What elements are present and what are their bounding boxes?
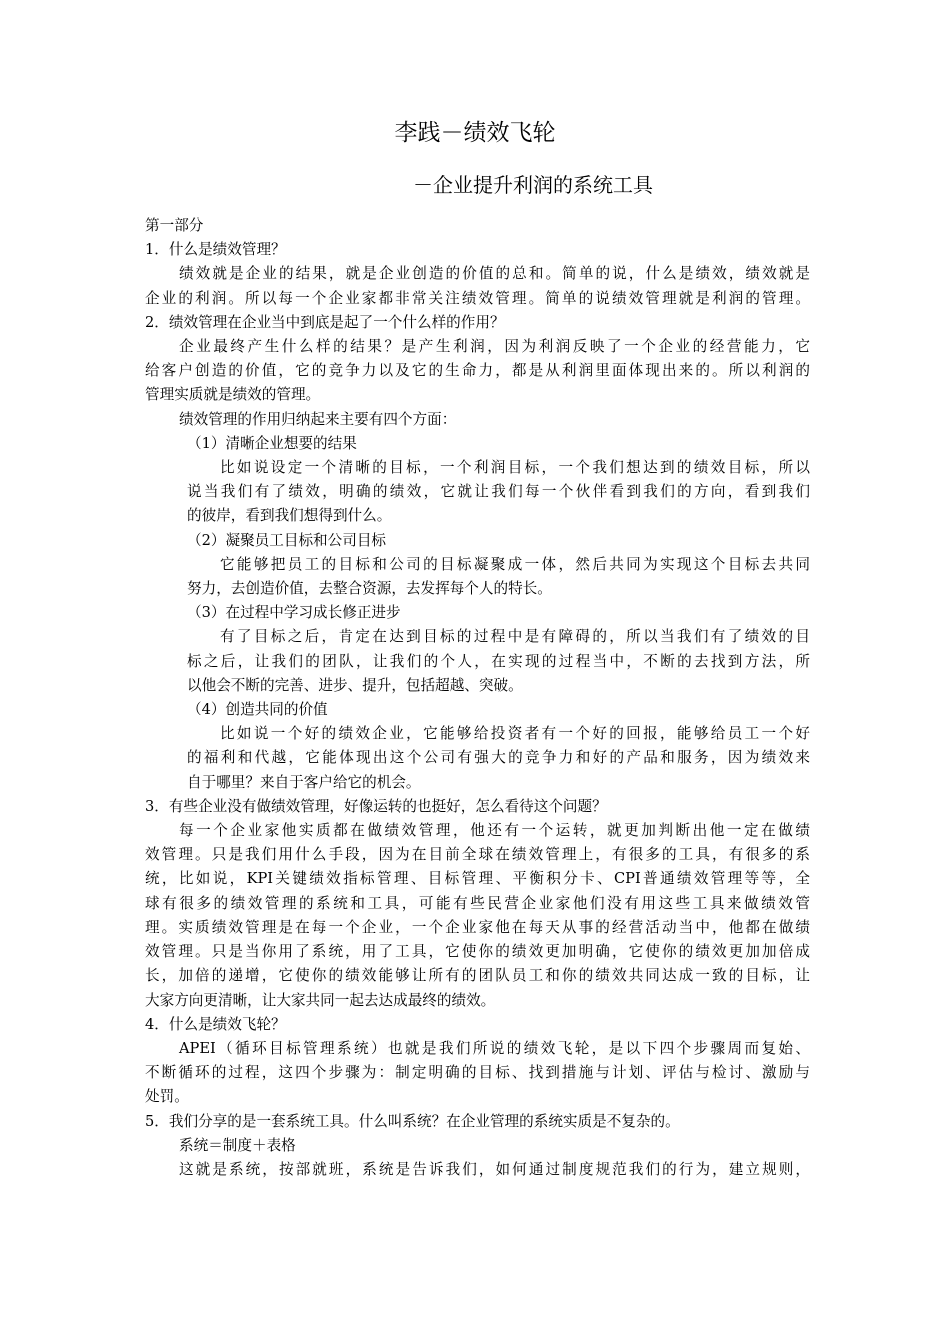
question-heading: 5．我们分享的是一套系统工具。什么叫系统？在企业管理的系统实质是不复杂的。 xyxy=(145,1112,680,1130)
document-title: 李践－绩效飞轮 xyxy=(394,120,556,146)
sub-item-heading: （4）创造共同的价值 xyxy=(187,701,328,719)
sub-item-heading: （2）凝聚员工目标和公司目标 xyxy=(187,531,387,549)
paragraph-line: 效管理。只是当你用了系统，用了工具，它使你的绩效更加明确，它使你的绩效更加加倍成 xyxy=(145,943,810,961)
document-body xyxy=(145,214,810,1182)
question-heading: 2．绩效管理在企业当中到底是起了一个什么样的作用？ xyxy=(145,313,505,331)
paragraph-line: 标之后，让我们的团队，让我们的个人，在实现的过程当中，不断的去找到方法，所 xyxy=(187,652,810,670)
sub-item-heading: （3）在过程中学习成长修正进步 xyxy=(187,604,401,622)
paragraph-line: 这就是系统，按部就班，系统是告诉我们，如何通过制度规范我们的行为，建立规则， xyxy=(179,1160,810,1178)
paragraph-line: 长，加倍的递增，它使你的绩效能够让所有的团队员工和你的绩效共同达成一致的目标，让 xyxy=(145,967,810,985)
paragraph-line: 绩效管理的作用归纳起来主要有四个方面： xyxy=(179,410,457,428)
sub-item-heading: （1）清晰企业想要的结果 xyxy=(187,434,357,452)
document-subtitle: －企业提升利润的系统工具 xyxy=(413,173,653,197)
paragraph-line: 大家方向更清晰，让大家共同一起去达成最终的绩效。 xyxy=(145,991,496,1009)
question-heading: 3．有些企业没有做绩效管理，好像运转的也挺好，怎么看待这个问题？ xyxy=(145,797,607,815)
paragraph-line: 以他会不断的完善、进步、提升，包括超越、突破。 xyxy=(187,676,523,694)
paragraph-line: 不断循环的过程，这四个步骤为：制定明确的目标、找到措施与计划、评估与检讨、激励与 xyxy=(145,1064,810,1082)
paragraph-line: 管理实质就是绩效的管理。 xyxy=(145,386,321,404)
paragraph-line: 企业的利润。所以每一个企业家都非常关注绩效管理。简单的说绩效管理就是利润的管理。 xyxy=(145,289,810,307)
paragraph-line: 的福利和代越，它能体现出这个公司有强大的竞争力和好的产品和服务，因为绩效来 xyxy=(187,749,810,767)
paragraph-line: 比如说设定一个清晰的目标，一个利润目标，一个我们想达到的绩效目标，所以 xyxy=(220,459,810,477)
section-heading: 第一部分 xyxy=(145,217,204,234)
paragraph-line: 每一个企业家他实质都在做绩效管理，他还有一个运转，就更加判断出他一定在做绩 xyxy=(179,822,810,840)
paragraph-line: 努力，去创造价值，去整合资源，去发挥每个人的特长。 xyxy=(187,580,552,598)
paragraph-line: 系统＝制度＋表格 xyxy=(179,1136,296,1154)
question-heading: 4．什么是绩效飞轮？ xyxy=(145,1015,286,1033)
paragraph-line: 比如说一个好的绩效企业，它能够给投资者有一个好的回报，能够给员工一个好 xyxy=(220,725,810,743)
paragraph-line: 处罚。 xyxy=(145,1088,189,1106)
paragraph-line: 统，比如说，KPI关键绩效指标管理、目标管理、平衡积分卡、CPI普通绩效管理等等，全 xyxy=(145,870,810,888)
paragraph-line: APEI（循环目标管理系统）也就是我们所说的绩效飞轮，是以下四个步骤周而复始、 xyxy=(179,1039,810,1057)
paragraph-line: 效管理。只是我们用什么手段，因为在目前全球在绩效管理上，有很多的工具，有很多的系 xyxy=(145,846,810,864)
question-heading: 1．什么是绩效管理？ xyxy=(145,241,286,259)
paragraph-line: 绩效就是企业的结果，就是企业创造的价值的总和。简单的说，什么是绩效，绩效就是 xyxy=(179,265,810,283)
paragraph-line: 自于哪里？来自于客户给它的机会。 xyxy=(187,773,421,791)
paragraph-line: 球有很多的绩效管理的系统和工具，可能有些民营企业家他们没有用这些工具来做绩效管 xyxy=(145,894,810,912)
paragraph-line: 的彼岸，看到我们想得到什么。 xyxy=(187,507,392,525)
paragraph-line: 它能够把员工的目标和公司的目标凝聚成一体，然后共同为实现这个目标去共同 xyxy=(220,555,810,573)
paragraph-line: 说当我们有了绩效，明确的绩效，它就让我们每一个伙伴看到我们的方向，看到我们 xyxy=(187,483,810,501)
paragraph-line: 企业最终产生什么样的结果？是产生利润，因为利润反映了一个企业的经营能力，它 xyxy=(179,338,810,356)
paragraph-line: 理。实质绩效管理是在每一个企业，一个企业家他在每天从事的经营活动当中，他都在做绩 xyxy=(145,918,810,936)
paragraph-line: 有了目标之后，肯定在达到目标的过程中是有障碍的，所以当我们有了绩效的目 xyxy=(220,628,810,646)
paragraph-line: 给客户创造的价值，它的竞争力以及它的生命力，都是从利润里面体现出来的。所以利润的 xyxy=(145,362,810,380)
